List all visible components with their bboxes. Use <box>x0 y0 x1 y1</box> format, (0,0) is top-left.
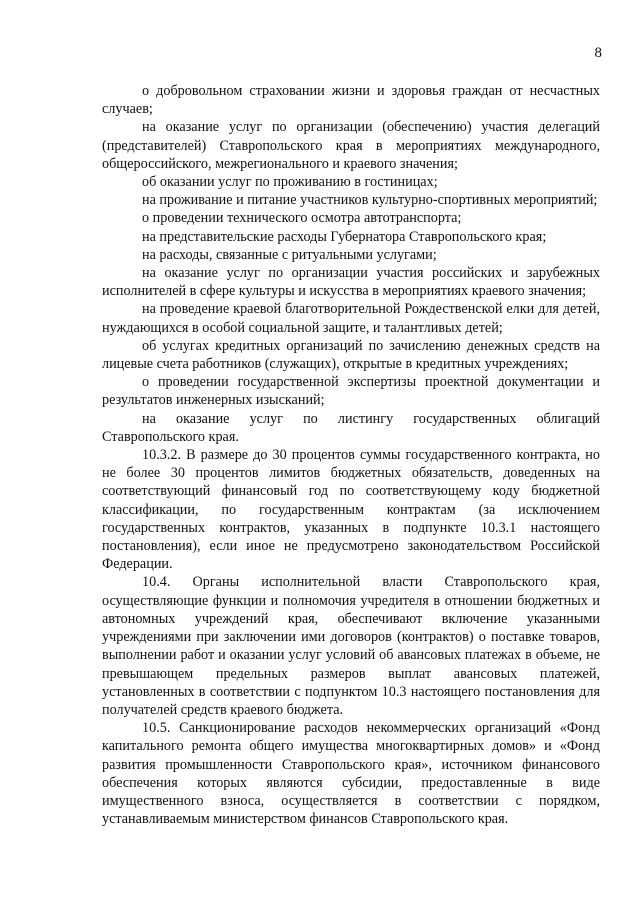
document-body <box>102 82 600 828</box>
paragraph-ritual-services: на расходы, связанные с ритуальными услугами; <box>142 246 437 263</box>
paragraph-delegations: на оказание услуг по организации (обеспечению) участия делегаций (представителей) Ставропольского края в мероприятиях международного, общероссийского, межрегионального и краевого значения; <box>102 119 600 172</box>
paragraph-10-3-2: 10.3.2. В размере до 30 процентов суммы государственного контракта, но не более 30 процентов лимитов бюджетных обязательств, доведенных на соответствующий финансовый год по соответствующему коду бюджетной классификации, по государственным контрактам (за исключением государственных контрактов, указанных в подпункте 10.3.1 настоящего постановления), если иное не предусмотрено законодательством Российской Федерации. <box>102 447 600 573</box>
paragraph-hotels: об оказании услуг по проживанию в гостиницах; <box>142 174 438 191</box>
paragraph-performers: на оказание услуг по организации участия российских и зарубежных исполнителей в сфере культуры и искусства в мероприятиях краевого значения; <box>102 265 600 300</box>
paragraph-christmas-tree: на проведение краевой благотворительной Рождественской елки для детей, нуждающихся в особой социальной защите, и талантливых детей; <box>102 301 600 336</box>
paragraph-10-4: 10.4. Органы исполнительной власти Ставропольского края, осуществляющие функции и полномочия учредителя в отношении бюджетных и автономных учреждений края, обеспечивают включение указанными учреждениями при заключении ими договоров (контрактов) о поставке товаров, выполнении работ и оказании услуг условий об авансовых платежах в объеме, не превышающем предельных размеров выплат авансовых платежей, установленных в соответствии с подпунктом 10.3 настоящего постановления для получателей средств краевого бюджета. <box>102 574 600 718</box>
paragraph-vehicle-inspection: о проведении технического осмотра автотранспорта; <box>142 210 462 227</box>
page-number: 8 <box>594 45 602 61</box>
paragraph-credit-organizations: об услугах кредитных организаций по зачислению денежных средств на лицевые счета работников (служащих), открытые в кредитных учреждениях; <box>102 337 600 373</box>
paragraph-representative-expenses: на представительские расходы Губернатора Ставропольского края; <box>142 228 547 245</box>
paragraph-state-expertise: о проведении государственной экспертизы проектной документации и результатов инженерных изысканий; <box>102 374 600 409</box>
paragraph-accommodation: на проживание и питание участников культурно-спортивных мероприятий; <box>142 192 598 209</box>
paragraph-10-5: 10.5. Санкционирование расходов некоммерческих организаций «Фонд капитального ремонта общего имущества многоквартирных домов» и «Фонд развития промышленности Ставропольского края», источником финансового обеспечения которых являются субсидии, предоставленные в виде имущественного взноса, осуществляется в соответствии с порядком, устанавливаемым министерством финансов Ставропольского края. <box>102 720 600 828</box>
paragraph-bond-listing: на оказание услуг по листингу государственных облигаций Ставропольского края. <box>102 410 600 445</box>
paragraph-insurance: о добровольном страховании жизни и здоровья граждан от несчастных случаев; <box>102 83 600 118</box>
